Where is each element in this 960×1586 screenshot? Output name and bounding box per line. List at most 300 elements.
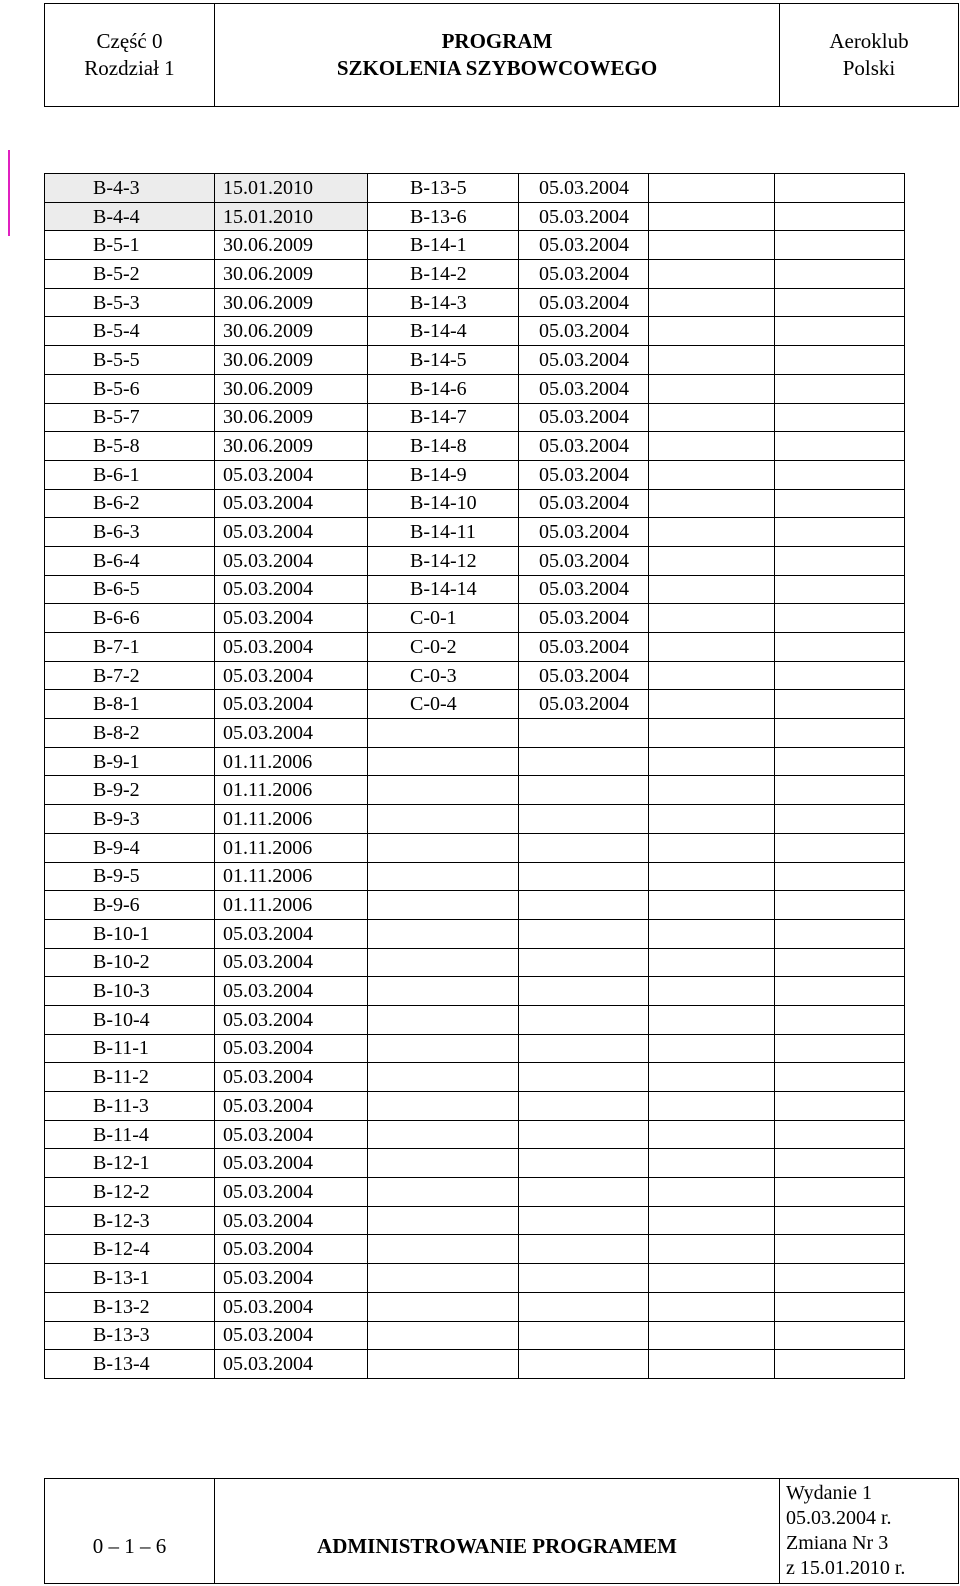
section-code-cell: B-6-3 xyxy=(45,518,215,547)
empty-cell xyxy=(775,977,905,1006)
section-date-cell xyxy=(519,805,649,834)
footer-section-title: ADMINISTROWANIE PROGRAMEM xyxy=(215,1479,780,1584)
section-date-cell: 05.03.2004 xyxy=(519,174,649,203)
section-code-cell: B-5-7 xyxy=(45,403,215,432)
section-code-cell: B-6-4 xyxy=(45,546,215,575)
section-date-cell: 05.03.2004 xyxy=(215,489,368,518)
header-chapter: Rozdział 1 xyxy=(84,56,175,80)
section-code-cell: B-14-6 xyxy=(368,374,519,403)
section-date-cell: 01.11.2006 xyxy=(215,833,368,862)
empty-cell xyxy=(649,633,775,662)
table-row xyxy=(45,1206,905,1235)
section-code-cell: B-10-3 xyxy=(45,977,215,1006)
section-code-cell xyxy=(368,776,519,805)
table-row xyxy=(45,1350,905,1379)
section-code-cell: B-14-7 xyxy=(368,403,519,432)
empty-cell xyxy=(649,1092,775,1121)
section-code-cell: B-6-2 xyxy=(45,489,215,518)
section-code-cell: B-5-6 xyxy=(45,374,215,403)
empty-cell xyxy=(649,288,775,317)
section-date-cell: 05.03.2004 xyxy=(519,260,649,289)
empty-cell xyxy=(775,460,905,489)
table-row xyxy=(45,977,905,1006)
section-date-cell: 05.03.2004 xyxy=(519,317,649,346)
empty-cell xyxy=(775,891,905,920)
section-date-cell xyxy=(519,833,649,862)
table-row xyxy=(45,231,905,260)
section-date-cell xyxy=(519,1063,649,1092)
table-row xyxy=(45,546,905,575)
section-date-cell: 05.03.2004 xyxy=(519,460,649,489)
empty-cell xyxy=(649,1178,775,1207)
section-code-cell xyxy=(368,1292,519,1321)
header-title-line1: PROGRAM xyxy=(441,29,553,53)
table-row xyxy=(45,776,905,805)
section-code-cell: B-11-1 xyxy=(45,1034,215,1063)
section-code-cell: B-10-2 xyxy=(45,948,215,977)
empty-cell xyxy=(649,489,775,518)
empty-cell xyxy=(775,633,905,662)
section-date-cell: 05.03.2004 xyxy=(215,1034,368,1063)
section-date-cell: 05.03.2004 xyxy=(519,518,649,547)
section-date-cell: 05.03.2004 xyxy=(215,633,368,662)
section-date-cell: 05.03.2004 xyxy=(519,661,649,690)
section-date-cell: 05.03.2004 xyxy=(519,432,649,461)
empty-cell xyxy=(649,1264,775,1293)
section-date-cell: 30.06.2009 xyxy=(215,317,368,346)
section-code-cell: B-12-2 xyxy=(45,1178,215,1207)
empty-cell xyxy=(649,919,775,948)
section-date-cell: 05.03.2004 xyxy=(215,1264,368,1293)
empty-cell xyxy=(649,575,775,604)
section-code-cell xyxy=(368,919,519,948)
empty-cell xyxy=(649,460,775,489)
section-date-cell xyxy=(519,1149,649,1178)
section-date-cell: 01.11.2006 xyxy=(215,776,368,805)
section-code-cell xyxy=(368,1350,519,1379)
header-document-title xyxy=(215,4,780,107)
empty-cell xyxy=(775,1235,905,1264)
empty-cell xyxy=(775,288,905,317)
empty-cell xyxy=(649,747,775,776)
section-date-cell: 05.03.2004 xyxy=(215,1350,368,1379)
empty-cell xyxy=(775,948,905,977)
section-date-cell xyxy=(519,1120,649,1149)
section-code-cell: B-5-1 xyxy=(45,231,215,260)
section-date-cell xyxy=(519,1005,649,1034)
section-date-cell: 05.03.2004 xyxy=(215,518,368,547)
header-title-line2: SZKOLENIA SZYBOWCOWEGO xyxy=(336,56,658,80)
section-code-cell xyxy=(368,1120,519,1149)
section-code-cell: B-14-1 xyxy=(368,231,519,260)
section-code-cell: B-14-11 xyxy=(368,518,519,547)
section-code-cell: B-13-5 xyxy=(368,174,519,203)
section-code-cell: B-9-1 xyxy=(45,747,215,776)
section-code-cell: B-14-14 xyxy=(368,575,519,604)
section-date-cell xyxy=(519,977,649,1006)
section-code-cell: B-14-2 xyxy=(368,260,519,289)
empty-cell xyxy=(775,1206,905,1235)
section-date-cell: 05.03.2004 xyxy=(215,1120,368,1149)
table-row xyxy=(45,1264,905,1293)
empty-cell xyxy=(649,546,775,575)
section-code-cell xyxy=(368,862,519,891)
section-date-cell: 05.03.2004 xyxy=(215,1092,368,1121)
empty-cell xyxy=(649,1350,775,1379)
section-code-cell xyxy=(368,1005,519,1034)
empty-cell xyxy=(649,260,775,289)
section-date-cell xyxy=(519,747,649,776)
empty-cell xyxy=(775,1063,905,1092)
header-part-chapter xyxy=(45,4,215,107)
table-row xyxy=(45,661,905,690)
empty-cell xyxy=(775,260,905,289)
empty-cell xyxy=(775,202,905,231)
section-date-cell: 05.03.2004 xyxy=(215,690,368,719)
section-date-cell xyxy=(519,891,649,920)
section-code-cell: B-7-2 xyxy=(45,661,215,690)
section-code-cell: C-0-2 xyxy=(368,633,519,662)
section-code-cell: B-5-4 xyxy=(45,317,215,346)
section-code-cell: B-14-8 xyxy=(368,432,519,461)
table-row xyxy=(45,1178,905,1207)
section-code-cell: B-9-4 xyxy=(45,833,215,862)
table-row xyxy=(45,460,905,489)
section-code-cell xyxy=(368,948,519,977)
section-date-cell: 05.03.2004 xyxy=(215,575,368,604)
section-date-cell: 05.03.2004 xyxy=(519,374,649,403)
section-code-cell: B-13-6 xyxy=(368,202,519,231)
empty-cell xyxy=(649,1235,775,1264)
table-row xyxy=(45,317,905,346)
section-date-cell: 15.01.2010 xyxy=(215,202,368,231)
section-date-cell xyxy=(519,1264,649,1293)
section-code-cell: B-14-10 xyxy=(368,489,519,518)
header-organization xyxy=(780,4,959,107)
section-code-cell xyxy=(368,719,519,748)
empty-cell xyxy=(775,317,905,346)
empty-cell xyxy=(649,833,775,862)
section-date-cell: 05.03.2004 xyxy=(519,346,649,375)
section-date-cell: 05.03.2004 xyxy=(519,288,649,317)
section-code-cell: C-0-4 xyxy=(368,690,519,719)
header-org-line2: Polski xyxy=(842,56,896,80)
section-code-cell: B-4-4 xyxy=(45,202,215,231)
empty-cell xyxy=(649,604,775,633)
table-row xyxy=(45,575,905,604)
section-date-cell: 05.03.2004 xyxy=(215,460,368,489)
table-row xyxy=(45,174,905,203)
section-code-cell: B-4-3 xyxy=(45,174,215,203)
empty-cell xyxy=(775,1092,905,1121)
section-code-cell: B-9-2 xyxy=(45,776,215,805)
empty-cell xyxy=(649,891,775,920)
empty-cell xyxy=(775,346,905,375)
table-row xyxy=(45,919,905,948)
section-code-cell: B-14-3 xyxy=(368,288,519,317)
empty-cell xyxy=(775,1034,905,1063)
footer-edition-date: 05.03.2004 r. xyxy=(786,1507,892,1529)
section-date-cell: 05.03.2004 xyxy=(215,1063,368,1092)
section-date-cell: 05.03.2004 xyxy=(215,1321,368,1350)
section-code-cell: B-10-4 xyxy=(45,1005,215,1034)
table-row xyxy=(45,1063,905,1092)
section-code-cell: B-14-9 xyxy=(368,460,519,489)
empty-cell xyxy=(649,202,775,231)
section-code-cell: B-9-3 xyxy=(45,805,215,834)
empty-cell xyxy=(649,805,775,834)
empty-cell xyxy=(649,403,775,432)
empty-cell xyxy=(775,1350,905,1379)
section-code-cell xyxy=(368,1034,519,1063)
section-date-cell: 05.03.2004 xyxy=(215,661,368,690)
table-row xyxy=(45,1292,905,1321)
empty-cell xyxy=(775,661,905,690)
empty-cell xyxy=(775,719,905,748)
section-date-cell: 05.03.2004 xyxy=(215,1005,368,1034)
section-date-cell: 05.03.2004 xyxy=(215,1149,368,1178)
table-row xyxy=(45,1092,905,1121)
section-date-cell xyxy=(519,1235,649,1264)
table-row xyxy=(45,288,905,317)
empty-cell xyxy=(775,1149,905,1178)
empty-cell xyxy=(649,1149,775,1178)
table-row xyxy=(45,948,905,977)
section-date-cell: 05.03.2004 xyxy=(519,633,649,662)
section-code-cell xyxy=(368,891,519,920)
section-code-cell: B-6-6 xyxy=(45,604,215,633)
section-code-cell: B-14-4 xyxy=(368,317,519,346)
empty-cell xyxy=(775,1005,905,1034)
section-date-cell xyxy=(519,862,649,891)
empty-cell xyxy=(649,432,775,461)
section-date-cell: 05.03.2004 xyxy=(215,1206,368,1235)
empty-cell xyxy=(775,1120,905,1149)
footer-amendment: Zmiana Nr 3 xyxy=(786,1532,889,1554)
section-code-cell: B-12-4 xyxy=(45,1235,215,1264)
section-date-cell: 05.03.2004 xyxy=(215,1178,368,1207)
section-code-cell: B-13-4 xyxy=(45,1350,215,1379)
empty-cell xyxy=(649,1120,775,1149)
section-code-cell: B-9-5 xyxy=(45,862,215,891)
section-code-cell xyxy=(368,1206,519,1235)
empty-cell xyxy=(649,346,775,375)
table-row xyxy=(45,833,905,862)
section-code-cell xyxy=(368,977,519,1006)
section-code-cell: B-14-5 xyxy=(368,346,519,375)
empty-cell xyxy=(775,489,905,518)
empty-cell xyxy=(649,374,775,403)
section-date-cell: 30.06.2009 xyxy=(215,288,368,317)
empty-cell xyxy=(775,1264,905,1293)
header-part: Część 0 xyxy=(96,29,163,53)
section-date-cell xyxy=(519,1206,649,1235)
empty-cell xyxy=(775,1321,905,1350)
empty-cell xyxy=(649,948,775,977)
section-code-cell: B-10-1 xyxy=(45,919,215,948)
section-code-cell: B-11-4 xyxy=(45,1120,215,1149)
section-date-cell: 05.03.2004 xyxy=(519,690,649,719)
empty-cell xyxy=(775,690,905,719)
empty-cell xyxy=(775,776,905,805)
section-date-cell xyxy=(519,1350,649,1379)
empty-cell xyxy=(775,747,905,776)
section-code-cell xyxy=(368,1264,519,1293)
empty-cell xyxy=(649,977,775,1006)
empty-cell xyxy=(775,403,905,432)
table-row xyxy=(45,747,905,776)
empty-cell xyxy=(649,317,775,346)
footer-edition-info xyxy=(780,1479,959,1584)
empty-cell xyxy=(775,1292,905,1321)
section-code-cell: C-0-1 xyxy=(368,604,519,633)
empty-cell xyxy=(649,518,775,547)
section-date-cell: 05.03.2004 xyxy=(519,403,649,432)
header-org-line1: Aeroklub xyxy=(829,29,909,53)
empty-cell xyxy=(649,174,775,203)
section-date-cell: 05.03.2004 xyxy=(519,604,649,633)
section-date-cell: 05.03.2004 xyxy=(215,719,368,748)
empty-cell xyxy=(649,1063,775,1092)
empty-cell xyxy=(775,805,905,834)
empty-cell xyxy=(649,1034,775,1063)
empty-cell xyxy=(775,231,905,260)
section-code-cell: B-13-1 xyxy=(45,1264,215,1293)
empty-cell xyxy=(649,231,775,260)
section-code-cell: B-5-5 xyxy=(45,346,215,375)
footer-edition: Wydanie 1 xyxy=(786,1482,872,1504)
table-row xyxy=(45,1149,905,1178)
empty-cell xyxy=(775,518,905,547)
section-date-cell: 30.06.2009 xyxy=(215,231,368,260)
section-date-cell: 30.06.2009 xyxy=(215,374,368,403)
section-date-cell: 15.01.2010 xyxy=(215,174,368,203)
empty-cell xyxy=(775,174,905,203)
section-date-cell: 05.03.2004 xyxy=(519,546,649,575)
section-date-cell xyxy=(519,719,649,748)
table-row xyxy=(45,489,905,518)
revision-marker-bar xyxy=(8,150,10,236)
section-code-cell xyxy=(368,1321,519,1350)
section-code-cell: B-13-2 xyxy=(45,1292,215,1321)
section-date-cell xyxy=(519,948,649,977)
table-row xyxy=(45,1005,905,1034)
empty-cell xyxy=(649,1292,775,1321)
empty-cell xyxy=(775,919,905,948)
section-code-cell xyxy=(368,747,519,776)
section-code-cell xyxy=(368,833,519,862)
section-date-cell: 30.06.2009 xyxy=(215,260,368,289)
revision-status-table xyxy=(44,173,905,1379)
footer-amendment-date: z 15.01.2010 r. xyxy=(786,1557,906,1579)
empty-cell xyxy=(775,862,905,891)
empty-cell xyxy=(649,1005,775,1034)
table-row xyxy=(45,374,905,403)
section-code-cell: B-8-2 xyxy=(45,719,215,748)
section-date-cell: 05.03.2004 xyxy=(215,604,368,633)
section-code-cell: C-0-3 xyxy=(368,661,519,690)
section-code-cell: B-6-1 xyxy=(45,460,215,489)
section-code-cell xyxy=(368,1178,519,1207)
section-code-cell xyxy=(368,1235,519,1264)
empty-cell xyxy=(775,1178,905,1207)
section-code-cell xyxy=(368,1092,519,1121)
section-date-cell xyxy=(519,1321,649,1350)
section-date-cell: 01.11.2006 xyxy=(215,805,368,834)
section-date-cell: 01.11.2006 xyxy=(215,862,368,891)
section-code-cell: B-7-1 xyxy=(45,633,215,662)
empty-cell xyxy=(649,690,775,719)
section-date-cell: 01.11.2006 xyxy=(215,747,368,776)
footer-page-code: 0 – 1 – 6 xyxy=(45,1479,215,1584)
section-date-cell: 05.03.2004 xyxy=(215,977,368,1006)
empty-cell xyxy=(649,776,775,805)
page-header xyxy=(44,3,959,107)
empty-cell xyxy=(775,432,905,461)
table-row xyxy=(45,690,905,719)
section-code-cell: B-8-1 xyxy=(45,690,215,719)
empty-cell xyxy=(649,661,775,690)
section-date-cell: 05.03.2004 xyxy=(215,919,368,948)
table-row xyxy=(45,891,905,920)
table-row xyxy=(45,202,905,231)
section-date-cell xyxy=(519,1092,649,1121)
table-row xyxy=(45,260,905,289)
section-code-cell: B-11-3 xyxy=(45,1092,215,1121)
table-row xyxy=(45,1120,905,1149)
page-footer xyxy=(44,1478,959,1584)
section-code-cell: B-14-12 xyxy=(368,546,519,575)
section-code-cell xyxy=(368,805,519,834)
section-code-cell: B-9-6 xyxy=(45,891,215,920)
section-date-cell: 05.03.2004 xyxy=(215,1235,368,1264)
section-date-cell: 05.03.2004 xyxy=(519,202,649,231)
section-date-cell xyxy=(519,919,649,948)
empty-cell xyxy=(775,575,905,604)
empty-cell xyxy=(649,1321,775,1350)
table-row xyxy=(45,518,905,547)
section-date-cell: 30.06.2009 xyxy=(215,432,368,461)
section-code-cell: B-12-3 xyxy=(45,1206,215,1235)
section-date-cell: 05.03.2004 xyxy=(519,575,649,604)
section-code-cell xyxy=(368,1149,519,1178)
section-date-cell: 05.03.2004 xyxy=(519,489,649,518)
table-row xyxy=(45,805,905,834)
section-date-cell: 30.06.2009 xyxy=(215,403,368,432)
table-row xyxy=(45,1034,905,1063)
section-code-cell: B-11-2 xyxy=(45,1063,215,1092)
section-date-cell: 30.06.2009 xyxy=(215,346,368,375)
table-row xyxy=(45,1235,905,1264)
section-code-cell: B-6-5 xyxy=(45,575,215,604)
table-row xyxy=(45,719,905,748)
section-date-cell: 05.03.2004 xyxy=(215,1292,368,1321)
section-date-cell: 05.03.2004 xyxy=(215,948,368,977)
section-date-cell: 05.03.2004 xyxy=(519,231,649,260)
section-code-cell: B-13-3 xyxy=(45,1321,215,1350)
empty-cell xyxy=(649,862,775,891)
empty-cell xyxy=(649,719,775,748)
empty-cell xyxy=(775,833,905,862)
table-row xyxy=(45,432,905,461)
table-row xyxy=(45,1321,905,1350)
empty-cell xyxy=(775,604,905,633)
section-code-cell: B-5-2 xyxy=(45,260,215,289)
section-code-cell: B-5-3 xyxy=(45,288,215,317)
empty-cell xyxy=(775,546,905,575)
empty-cell xyxy=(775,374,905,403)
table-row xyxy=(45,403,905,432)
